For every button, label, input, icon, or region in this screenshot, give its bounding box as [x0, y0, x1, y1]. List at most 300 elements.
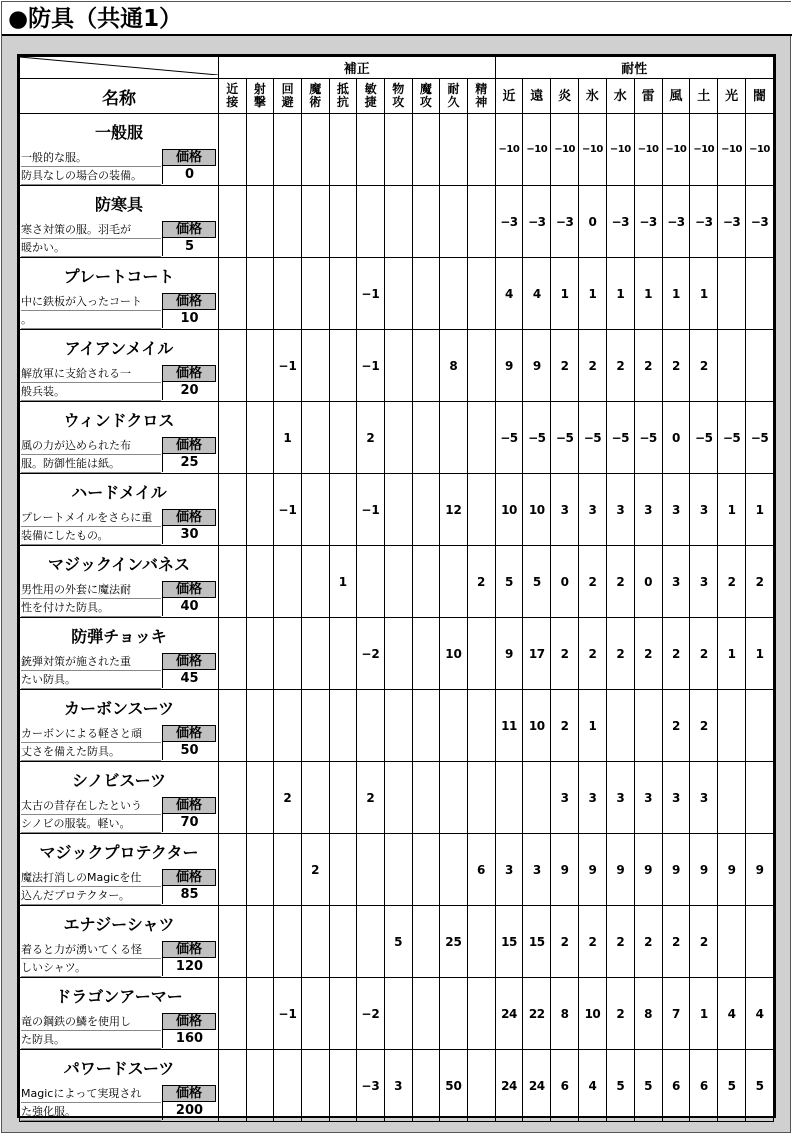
- modifier-cell: [246, 330, 274, 402]
- modifier-cell: −1: [274, 474, 302, 546]
- resist-cell: 5: [495, 546, 523, 618]
- item-description-line: 。: [21, 311, 161, 329]
- modifier-cell: [412, 258, 440, 330]
- resist-cell: 2: [551, 330, 579, 402]
- item-block: [20, 474, 218, 545]
- resist-cell: 10: [579, 978, 607, 1050]
- modifier-cell: [246, 690, 274, 762]
- resist-cell: 24: [523, 1050, 551, 1122]
- modifier-header-0: 近 接: [219, 79, 247, 114]
- item-description: [21, 1085, 161, 1121]
- item-block: [20, 546, 218, 617]
- price-label: 価格: [162, 725, 216, 742]
- resist-cell: [523, 762, 551, 834]
- resist-cell: −10: [662, 114, 690, 186]
- modifier-cell: [246, 258, 274, 330]
- resist-cell: 10: [523, 474, 551, 546]
- price-value: 70: [162, 814, 216, 832]
- item-description-line: 魔法打消しのMagicを仕: [21, 869, 161, 887]
- modifier-cell: [384, 474, 412, 546]
- resist-cell: −10: [634, 114, 662, 186]
- modifier-cell: 6: [467, 834, 495, 906]
- title-bar: [2, 2, 792, 36]
- item-description-line: 丈さを備えた防具。: [21, 743, 161, 761]
- modifier-cell: [329, 1050, 357, 1122]
- resist-cell: 2: [551, 690, 579, 762]
- modifier-cell: [412, 762, 440, 834]
- resist-cell: 9: [495, 618, 523, 690]
- modifier-cell: [412, 978, 440, 1050]
- modifier-cell: 25: [440, 906, 468, 978]
- price-value: 30: [162, 526, 216, 544]
- modifier-cell: [246, 474, 274, 546]
- item-name: ウィンドクロス: [63, 411, 175, 430]
- resist-cell: 10: [495, 474, 523, 546]
- resist-cell: 0: [662, 402, 690, 474]
- item-description-line: 太古の昔存在したという: [21, 797, 161, 815]
- item-block: [20, 978, 218, 1049]
- item-name: マジックプロテクター: [39, 843, 199, 862]
- modifier-cell: 1: [274, 402, 302, 474]
- modifier-cell: [329, 258, 357, 330]
- modifier-cell: [329, 402, 357, 474]
- modifier-cell: [412, 546, 440, 618]
- modifier-cell: [329, 474, 357, 546]
- modifier-cell: [467, 690, 495, 762]
- resist-cell: 11: [495, 690, 523, 762]
- resist-cell: −5: [606, 402, 634, 474]
- modifier-cell: 2: [467, 546, 495, 618]
- modifier-cell: [467, 762, 495, 834]
- modifier-cell: [440, 114, 468, 186]
- modifier-cell: [301, 618, 329, 690]
- table-row: [20, 834, 774, 906]
- resist-cell: 6: [662, 1050, 690, 1122]
- resist-cell: 2: [606, 978, 634, 1050]
- price-value: 50: [162, 742, 216, 760]
- resist-cell: 22: [523, 978, 551, 1050]
- resist-cell: [745, 330, 773, 402]
- resist-cell: −10: [495, 114, 523, 186]
- modifier-cell: −1: [357, 258, 385, 330]
- modifier-cell: [329, 114, 357, 186]
- item-description-line: 性を付けた防具。: [21, 599, 161, 617]
- resist-cell: 24: [495, 1050, 523, 1122]
- modifier-cell: [357, 834, 385, 906]
- resist-cell: [745, 906, 773, 978]
- price-value: 160: [162, 1030, 216, 1048]
- modifier-cell: [219, 258, 247, 330]
- item-name-cell: [20, 906, 219, 978]
- modifier-cell: [219, 330, 247, 402]
- modifier-header-7: 魔 攻: [412, 79, 440, 114]
- resist-cell: 2: [606, 330, 634, 402]
- resist-cell: −10: [690, 114, 718, 186]
- modifier-cell: [384, 402, 412, 474]
- modifier-cell: [412, 330, 440, 402]
- modifier-cell: [357, 546, 385, 618]
- resist-cell: 3: [634, 474, 662, 546]
- item-description-line: 着ると力が湧いてくる怪: [21, 941, 161, 959]
- modifier-cell: [329, 906, 357, 978]
- price-label: 価格: [162, 293, 216, 310]
- modifier-header-9: 精 神: [467, 79, 495, 114]
- modifier-cell: [274, 618, 302, 690]
- resist-cell: −3: [495, 186, 523, 258]
- modifier-cell: [440, 834, 468, 906]
- resist-header-6: 風: [662, 79, 690, 114]
- resist-cell: −5: [718, 402, 746, 474]
- modifier-cell: [246, 762, 274, 834]
- resist-cell: 5: [523, 546, 551, 618]
- modifier-cell: [301, 114, 329, 186]
- modifier-cell: [384, 258, 412, 330]
- resist-cell: [745, 690, 773, 762]
- item-description: [21, 509, 161, 545]
- resist-cell: [495, 762, 523, 834]
- item-description-line: 防具なしの場合の装備。: [21, 167, 161, 185]
- resist-cell: −3: [551, 186, 579, 258]
- resist-cell: 2: [606, 546, 634, 618]
- modifier-cell: −2: [357, 618, 385, 690]
- modifier-cell: [357, 690, 385, 762]
- modifier-cell: 50: [440, 1050, 468, 1122]
- resist-cell: 9: [551, 834, 579, 906]
- item-name-cell: [20, 474, 219, 546]
- modifier-cell: [440, 762, 468, 834]
- resist-cell: 2: [662, 690, 690, 762]
- resist-cell: 1: [634, 258, 662, 330]
- resist-cell: 1: [745, 474, 773, 546]
- modifier-cell: [274, 114, 302, 186]
- item-block: [20, 834, 218, 905]
- modifier-cell: [329, 762, 357, 834]
- item-name: 防弾チョッキ: [71, 627, 167, 646]
- resist-cell: −3: [718, 186, 746, 258]
- price-value: 200: [162, 1102, 216, 1120]
- price-label: 価格: [162, 509, 216, 526]
- modifier-cell: [440, 186, 468, 258]
- item-description-line: シノビの服装。軽い。: [21, 815, 161, 833]
- item-description: [21, 797, 161, 833]
- modifier-header-6: 物 攻: [384, 79, 412, 114]
- resist-cell: −5: [495, 402, 523, 474]
- resist-cell: −5: [579, 402, 607, 474]
- resist-cell: 8: [551, 978, 579, 1050]
- resist-cell: 24: [495, 978, 523, 1050]
- modifier-cell: 2: [274, 762, 302, 834]
- modifier-cell: [219, 402, 247, 474]
- resist-cell: 4: [745, 978, 773, 1050]
- price-label: 価格: [162, 869, 216, 886]
- item-description-line: た強化服。: [21, 1103, 161, 1121]
- resist-cell: −10: [523, 114, 551, 186]
- resist-cell: 15: [523, 906, 551, 978]
- resist-cell: 9: [579, 834, 607, 906]
- modifier-cell: 10: [440, 618, 468, 690]
- resist-cell: 3: [523, 834, 551, 906]
- resist-cell: 9: [745, 834, 773, 906]
- resist-cell: −10: [718, 114, 746, 186]
- modifier-cell: [301, 762, 329, 834]
- modifier-cell: [384, 186, 412, 258]
- item-description-line: しいシャツ。: [21, 959, 161, 977]
- resist-cell: 2: [690, 906, 718, 978]
- resist-cell: 3: [606, 474, 634, 546]
- item-name-cell: [20, 330, 219, 402]
- item-block: [20, 114, 218, 185]
- modifier-cell: 12: [440, 474, 468, 546]
- modifier-cell: 1: [329, 546, 357, 618]
- resist-cell: 0: [579, 186, 607, 258]
- table-row: [20, 330, 774, 402]
- resist-cell: −3: [690, 186, 718, 258]
- item-block: [20, 258, 218, 329]
- price-value: 85: [162, 886, 216, 904]
- item-block: [20, 762, 218, 833]
- table-row: [20, 762, 774, 834]
- resist-cell: [718, 330, 746, 402]
- item-description-line: 男性用の外套に魔法耐: [21, 581, 161, 599]
- modifier-cell: [219, 618, 247, 690]
- item-description: [21, 653, 161, 689]
- item-description-line: Magicによって実現され: [21, 1085, 161, 1103]
- name-column-header: 名称: [20, 79, 219, 114]
- resist-cell: 3: [606, 762, 634, 834]
- modifier-cell: [246, 906, 274, 978]
- modifier-cell: [301, 906, 329, 978]
- price-label: 価格: [162, 797, 216, 814]
- price-label: 価格: [162, 149, 216, 166]
- price-value: 10: [162, 310, 216, 328]
- resist-cell: −5: [745, 402, 773, 474]
- header-diagonal-cell: [20, 57, 219, 79]
- resist-cell: 5: [606, 1050, 634, 1122]
- page-title: ●防具（共通1）: [8, 6, 183, 32]
- modifier-cell: [412, 402, 440, 474]
- resist-cell: −5: [551, 402, 579, 474]
- item-name: アイアンメイル: [64, 339, 174, 358]
- resist-cell: 4: [523, 258, 551, 330]
- modifier-cell: [467, 906, 495, 978]
- modifier-header-3: 魔 術: [301, 79, 329, 114]
- resist-cell: 15: [495, 906, 523, 978]
- price-value: 5: [162, 238, 216, 256]
- modifier-cell: [219, 834, 247, 906]
- modifier-cell: [274, 546, 302, 618]
- item-description-line: たい防具。: [21, 671, 161, 689]
- resist-cell: [718, 258, 746, 330]
- resist-cell: 2: [579, 906, 607, 978]
- modifier-cell: [301, 258, 329, 330]
- resist-cell: 2: [690, 618, 718, 690]
- item-description: [21, 1013, 161, 1049]
- resist-cell: 5: [634, 1050, 662, 1122]
- resist-cell: 2: [579, 330, 607, 402]
- modifier-cell: [274, 834, 302, 906]
- modifier-cell: [440, 402, 468, 474]
- modifier-cell: [274, 186, 302, 258]
- resist-cell: [745, 762, 773, 834]
- resist-cell: 3: [551, 474, 579, 546]
- price-value: 45: [162, 670, 216, 688]
- modifier-cell: 2: [301, 834, 329, 906]
- resist-cell: −10: [579, 114, 607, 186]
- resist-cell: −3: [745, 186, 773, 258]
- modifier-cell: [274, 906, 302, 978]
- resist-cell: −10: [745, 114, 773, 186]
- resist-cell: 3: [551, 762, 579, 834]
- price-label: 価格: [162, 1013, 216, 1030]
- resist-cell: 2: [634, 906, 662, 978]
- modifier-cell: 8: [440, 330, 468, 402]
- modifier-cell: [301, 1050, 329, 1122]
- resist-cell: 2: [690, 690, 718, 762]
- item-description-line: 服。防御性能は紙。: [21, 455, 161, 473]
- resist-cell: −10: [551, 114, 579, 186]
- modifier-cell: [440, 546, 468, 618]
- resist-cell: 9: [718, 834, 746, 906]
- resist-cell: 4: [495, 258, 523, 330]
- resist-header-1: 遠: [523, 79, 551, 114]
- modifier-cell: [219, 690, 247, 762]
- modifier-cell: [357, 906, 385, 978]
- modifier-cell: [357, 114, 385, 186]
- modifier-cell: [384, 762, 412, 834]
- resist-cell: 2: [551, 618, 579, 690]
- item-name-cell: [20, 258, 219, 330]
- price-value: 25: [162, 454, 216, 472]
- item-name-cell: [20, 114, 219, 186]
- armor-table: [19, 56, 774, 1122]
- modifier-cell: [412, 474, 440, 546]
- modifier-cell: [440, 258, 468, 330]
- resist-cell: −3: [523, 186, 551, 258]
- item-description: [21, 365, 161, 401]
- resist-cell: 2: [579, 546, 607, 618]
- resist-cell: 2: [662, 906, 690, 978]
- resist-cell: 6: [690, 1050, 718, 1122]
- modifier-cell: [246, 114, 274, 186]
- resist-cell: [718, 906, 746, 978]
- item-description-line: 込んだプロテクター。: [21, 887, 161, 905]
- modifier-cell: [301, 690, 329, 762]
- modifier-cell: [329, 690, 357, 762]
- modifier-cell: [301, 186, 329, 258]
- item-description: [21, 869, 161, 905]
- modifier-cell: [246, 618, 274, 690]
- item-block: [20, 330, 218, 401]
- resist-cell: 0: [551, 546, 579, 618]
- modifier-cell: [440, 978, 468, 1050]
- resist-cell: 2: [606, 906, 634, 978]
- modifier-cell: [384, 114, 412, 186]
- resist-cell: [634, 690, 662, 762]
- table-row: [20, 978, 774, 1050]
- item-description-line: カーボンによる軽さと頑: [21, 725, 161, 743]
- resist-cell: 1: [745, 618, 773, 690]
- table-row: [20, 402, 774, 474]
- price-value: 0: [162, 166, 216, 184]
- item-description-line: 銃弾対策が施された重: [21, 653, 161, 671]
- modifier-cell: [301, 330, 329, 402]
- item-name: ドラゴンアーマー: [55, 987, 183, 1006]
- item-block: [20, 906, 218, 977]
- table-row: [20, 474, 774, 546]
- price-label: 価格: [162, 941, 216, 958]
- item-description-line: 装備にしたもの。: [21, 527, 161, 545]
- resist-cell: [718, 762, 746, 834]
- modifier-cell: −3: [357, 1050, 385, 1122]
- item-description: [21, 437, 161, 473]
- modifier-cell: −1: [274, 978, 302, 1050]
- resist-cell: 0: [634, 546, 662, 618]
- resist-cell: 9: [495, 330, 523, 402]
- modifier-cell: [467, 978, 495, 1050]
- resist-cell: [606, 690, 634, 762]
- item-description-line: 中に鉄板が入ったコート: [21, 293, 161, 311]
- item-name: マジックインバネス: [47, 555, 191, 574]
- modifier-cell: [219, 1050, 247, 1122]
- modifier-header-2: 回 避: [274, 79, 302, 114]
- item-description-line: 解放軍に支給される一: [21, 365, 161, 383]
- resist-header-7: 土: [690, 79, 718, 114]
- modifier-cell: [467, 402, 495, 474]
- modifier-cell: [246, 1050, 274, 1122]
- resist-cell: 2: [579, 618, 607, 690]
- modifier-cell: [384, 690, 412, 762]
- item-name-cell: [20, 546, 219, 618]
- modifier-cell: 5: [384, 906, 412, 978]
- resist-cell: 2: [551, 906, 579, 978]
- resist-group-header: 耐性: [495, 57, 773, 79]
- modifier-cell: [329, 834, 357, 906]
- item-name-cell: [20, 618, 219, 690]
- resist-header-3: 氷: [579, 79, 607, 114]
- item-name: 一般服: [94, 123, 143, 142]
- resist-header-9: 闇: [745, 79, 773, 114]
- price-value: 40: [162, 598, 216, 616]
- resist-cell: 4: [579, 1050, 607, 1122]
- modifier-cell: [384, 978, 412, 1050]
- resist-header-2: 炎: [551, 79, 579, 114]
- item-block: [20, 1050, 218, 1121]
- resist-cell: −5: [523, 402, 551, 474]
- modifier-cell: [219, 114, 247, 186]
- modifier-cell: [246, 978, 274, 1050]
- modifier-cell: [246, 186, 274, 258]
- item-description-line: た防具。: [21, 1031, 161, 1049]
- item-description-line: 風の力が込められた布: [21, 437, 161, 455]
- item-name: ハードメイル: [71, 483, 167, 502]
- resist-header-8: 光: [718, 79, 746, 114]
- item-block: [20, 186, 218, 257]
- modifier-cell: [301, 474, 329, 546]
- modifier-cell: −2: [357, 978, 385, 1050]
- item-name-cell: [20, 834, 219, 906]
- resist-cell: 1: [551, 258, 579, 330]
- modifier-cell: [467, 258, 495, 330]
- resist-cell: 9: [662, 834, 690, 906]
- modifier-cell: [246, 834, 274, 906]
- modifier-cell: [412, 114, 440, 186]
- item-name-cell: [20, 690, 219, 762]
- resist-cell: 1: [579, 258, 607, 330]
- resist-cell: 2: [634, 330, 662, 402]
- table-row: [20, 186, 774, 258]
- modifier-cell: [246, 546, 274, 618]
- header-group-row: [20, 57, 774, 79]
